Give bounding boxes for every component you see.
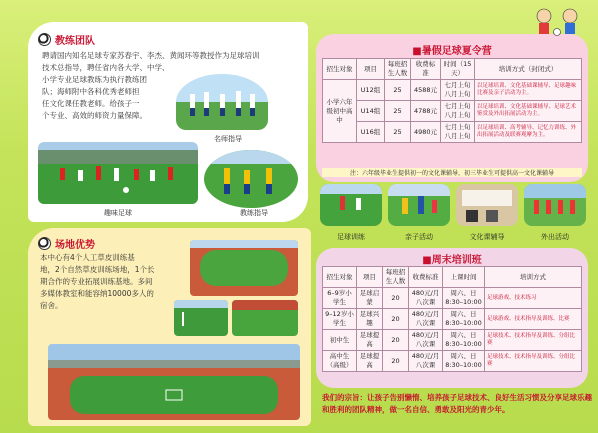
cell-project: 足球启蒙 xyxy=(357,288,383,309)
venue-line: 多媒体教室和能容纳10000多人的 xyxy=(40,289,154,298)
summer-camp-title: ■暑假足球夏令营 xyxy=(412,46,492,57)
cell-target: 高中生（高级） xyxy=(323,351,357,372)
activity-label-training: 足球训练 xyxy=(337,233,365,241)
cell-method: 足球游戏、技术练习 xyxy=(485,288,582,309)
table-row xyxy=(323,101,582,122)
cell-time: 七月上旬八月上旬 xyxy=(441,122,475,143)
coach-line: 技术总指导，聘任省内各大学、中学、 xyxy=(42,63,170,72)
cell-fee: 480元/月八次课 xyxy=(409,351,443,372)
col-fee: 收费标准 xyxy=(411,59,441,80)
cell-method: 足球技术、技术指导及训练、分组比赛 xyxy=(485,351,582,372)
venue-line: 期合作的专业拓展训练基地。多间 xyxy=(40,277,153,286)
activity-photo-family xyxy=(388,184,450,226)
kids-cartoon-icon xyxy=(530,6,586,36)
activity-label-tutoring: 文化课辅导 xyxy=(469,233,505,241)
table-row xyxy=(323,351,582,372)
coach-line: 个专业、高效的师资力量保障。 xyxy=(42,111,147,120)
caption-fun-football: 趣味足球 xyxy=(104,209,132,217)
cell-count: 25 xyxy=(385,101,411,122)
activity-photo-tutoring xyxy=(456,184,518,226)
cell-time: 周六、日 8:30–10:00 xyxy=(443,288,485,309)
caption-coach-guide: 教练指导 xyxy=(240,209,268,217)
program-philosophy: 我们的宗旨：让孩子告别懒惰、培养孩子足球技术、良好生活习惯及分享足球乐趣和胜利的团队精神，做一名自信、勇敢及阳光的青少年。 xyxy=(322,393,592,414)
table-row xyxy=(323,288,582,309)
coach-line: 队；海师附中各科优秀老师担 xyxy=(42,87,140,96)
cell-time: 周六、日 8:30–10:00 xyxy=(443,309,485,330)
cell-target: 初中生 xyxy=(323,330,357,351)
table-row xyxy=(323,80,582,101)
coach-line: 任文化课任教老师。给孩子一 xyxy=(42,99,140,108)
weekend-class-title: ■周末培训班 xyxy=(422,255,482,266)
col-time: 上课时间 xyxy=(443,267,485,288)
col-project: 项目 xyxy=(357,267,383,288)
cell-target: 9–12岁小学生 xyxy=(323,309,357,330)
coach-instruction-photo xyxy=(176,74,268,130)
turf-field-photo-2 xyxy=(232,300,298,336)
coach-guide-photo xyxy=(204,150,298,208)
cell-count: 20 xyxy=(383,288,409,309)
table-header-row xyxy=(323,59,582,80)
venue-section-title xyxy=(38,236,95,251)
soccer-ball-icon xyxy=(38,33,51,46)
col-time: 时间（15天） xyxy=(441,59,475,80)
coach-line: 聘请国内知名足球专家苏春宇、李杰、黄闻环等教授作为足球培训 xyxy=(42,51,260,60)
venue-panel xyxy=(28,228,311,426)
cell-project: U14组 xyxy=(357,101,385,122)
cell-fee: 480元/月八次课 xyxy=(409,288,443,309)
cell-project: 足球提高 xyxy=(357,351,383,372)
coach-title: 教练团队 xyxy=(55,36,95,47)
turf-field-photo-1 xyxy=(174,300,228,336)
fun-football-photo xyxy=(38,142,198,204)
cell-fee: 4980元 xyxy=(411,122,441,143)
cell-method: 足球技术、技术指导及训练、分组比赛 xyxy=(485,330,582,351)
col-target: 招生对象 xyxy=(323,267,357,288)
coach-line: 小学专业足球教练为执行教练团 xyxy=(42,75,147,84)
cell-project: 足球兴趣 xyxy=(357,309,383,330)
cell-count: 20 xyxy=(383,351,409,372)
cell-time: 周六、日 8:30–10:00 xyxy=(443,330,485,351)
activity-label-family: 亲子活动 xyxy=(405,233,433,241)
cell-project: U12组 xyxy=(357,80,385,101)
cell-project: 足球提高 xyxy=(357,330,383,351)
cell-time: 周六、日 8:30–10:00 xyxy=(443,351,485,372)
weekend-class-panel xyxy=(316,248,588,388)
summer-target: 小学六年级初中高中 xyxy=(323,80,357,143)
cell-method: 以足球培训、文化基础课辅导、足球艺术鉴赏及外出拓展活动为主。 xyxy=(475,101,582,122)
venue-line: 宿舍。 xyxy=(40,301,63,310)
col-fee: 收费标准 xyxy=(409,267,443,288)
table-row xyxy=(323,309,582,330)
activity-photo-outing xyxy=(524,184,586,226)
venue-line: 地，2个自然草皮训练场地，1个长 xyxy=(40,265,155,274)
venue-title: 场地优势 xyxy=(55,240,95,251)
col-count: 每班招生人数 xyxy=(383,267,409,288)
col-target: 招生对象 xyxy=(323,59,357,80)
cell-method: 以足球培训、高考辅导、记忆力训练、外出拓展活动及联赛观摩为主。 xyxy=(475,122,582,143)
caption-famous-coach: 名师指导 xyxy=(214,135,242,143)
stadium-track-photo xyxy=(190,240,298,296)
cell-project: U16组 xyxy=(357,122,385,143)
summer-note: 注：六年级毕业生提供初一的文化课辅导，初三毕业生可提供高一文化课辅导 xyxy=(322,168,582,177)
table-row xyxy=(323,122,582,143)
cell-method: 足球游戏、技术指导及训练、比赛 xyxy=(485,309,582,330)
coach-panel xyxy=(28,22,308,222)
col-count: 每班招生人数 xyxy=(385,59,411,80)
main-stadium-photo xyxy=(48,344,300,420)
col-method: 培训方式 xyxy=(485,267,582,288)
cell-fee: 4788元 xyxy=(411,101,441,122)
summer-camp-panel xyxy=(316,34,588,182)
cell-fee: 480元/月八次课 xyxy=(409,330,443,351)
cell-fee: 4588元 xyxy=(411,80,441,101)
summer-camp-table xyxy=(322,58,582,143)
cell-time: 七月上旬八月上旬 xyxy=(441,80,475,101)
cell-count: 20 xyxy=(383,309,409,330)
cell-count: 25 xyxy=(385,80,411,101)
soccer-ball-icon xyxy=(38,237,51,250)
coach-section-title xyxy=(38,32,95,47)
col-method: 培训方式（封闭式） xyxy=(475,59,582,80)
cell-method: 以足球培训、文化基础课辅导、足球趣味比赛及亲子活动为主。 xyxy=(475,80,582,101)
weekend-class-table xyxy=(322,266,582,372)
table-header-row xyxy=(323,267,582,288)
activity-label-outing: 外出活动 xyxy=(541,233,569,241)
activity-photo-training xyxy=(320,184,382,226)
venue-line: 本中心有4个人工草皮训练基 xyxy=(40,253,135,262)
venue-description xyxy=(40,252,170,312)
cell-time: 七月上旬八月上旬 xyxy=(441,101,475,122)
table-row xyxy=(323,330,582,351)
cell-target: 6–9岁小学生 xyxy=(323,288,357,309)
cell-count: 20 xyxy=(383,330,409,351)
col-project: 项目 xyxy=(357,59,385,80)
cell-fee: 480元/月八次课 xyxy=(409,309,443,330)
cell-count: 25 xyxy=(385,122,411,143)
